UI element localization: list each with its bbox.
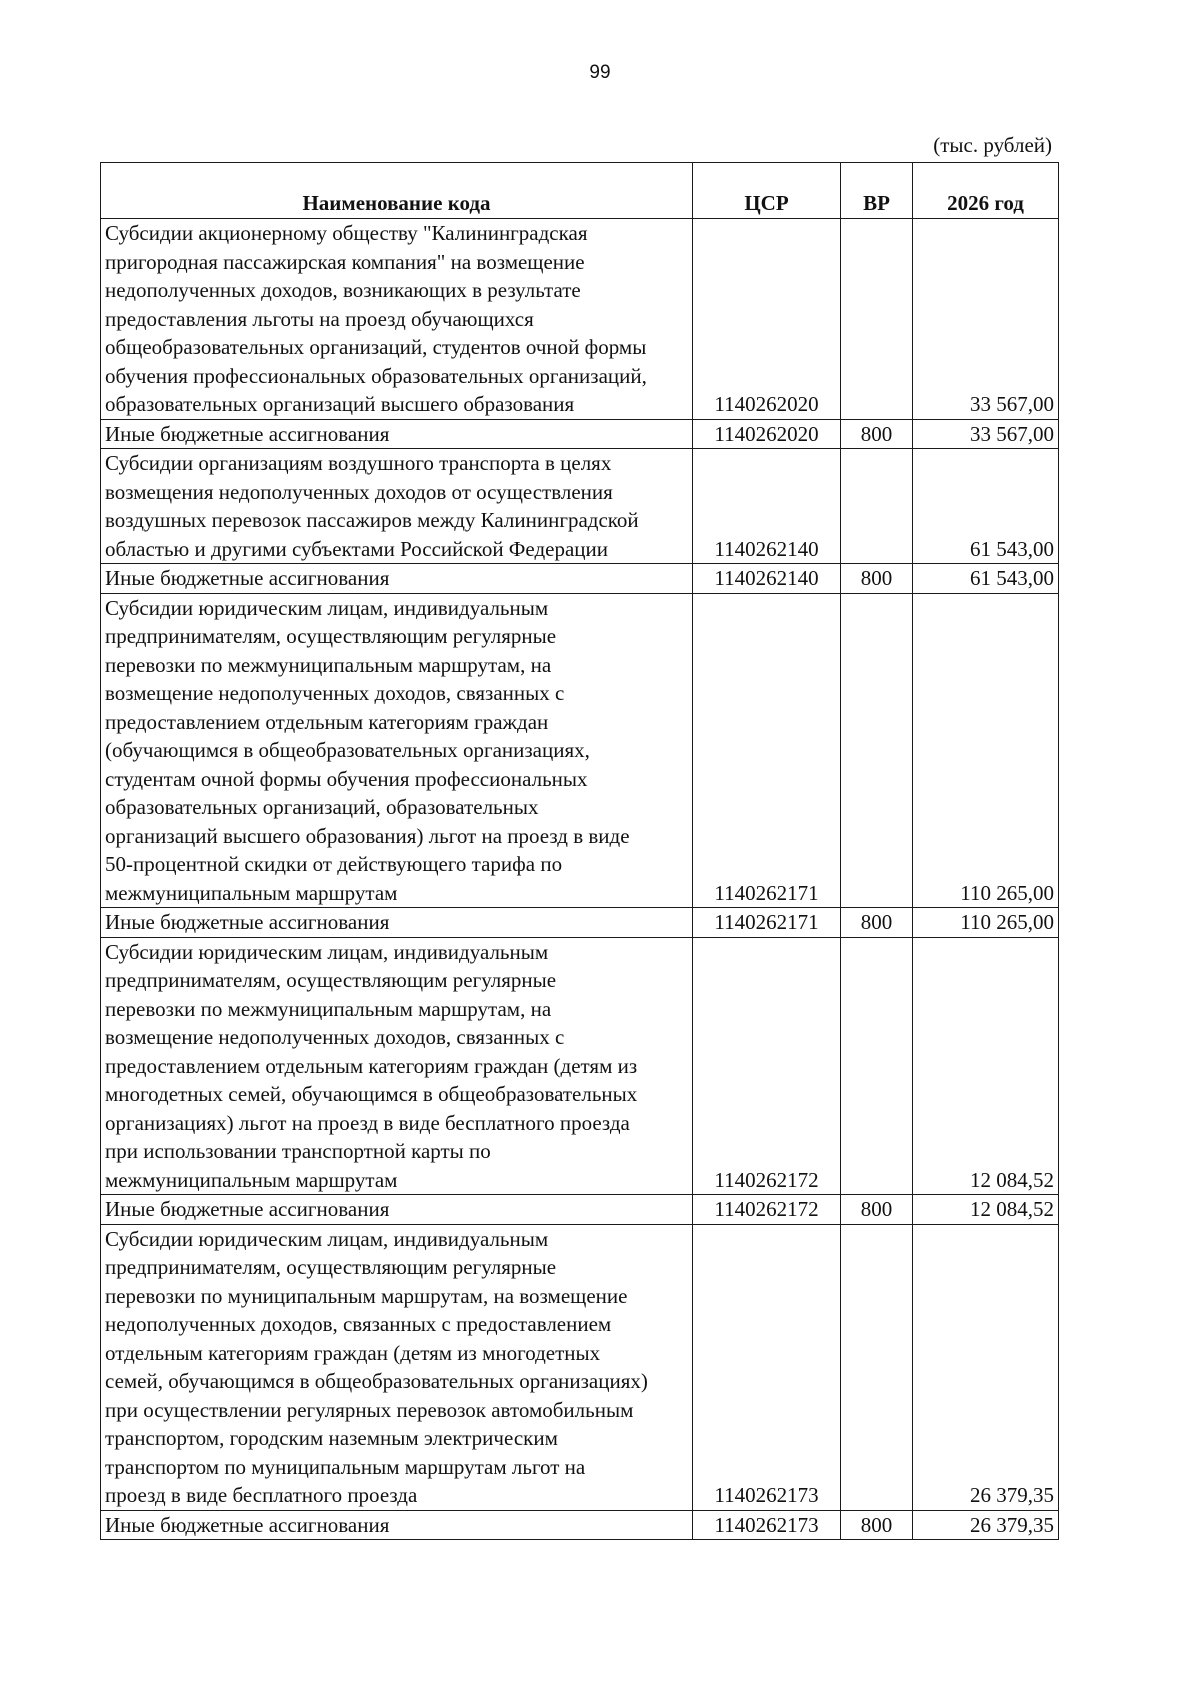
table-row [101, 1510, 1059, 1540]
row-name-line: Субсидии юридическим лицам, индивидуальным [105, 1226, 549, 1251]
row-vr [841, 449, 913, 564]
row-name [101, 593, 693, 908]
row-name-line: предоставлением отдельным категориям граждан (детям из [105, 1053, 638, 1078]
row-sum: 110 265,00 [913, 593, 1059, 908]
row-name-line: воздушных перевозок пассажиров между Калининградской [105, 508, 639, 532]
row-name-line: 50-процентной скидки от действующего тарифа по [105, 852, 563, 876]
table-row [101, 593, 1059, 908]
row-sum: 33 567,00 [913, 419, 1059, 449]
row-csr: 1140262020 [693, 419, 841, 449]
row-name [101, 1224, 693, 1510]
row-name-line: транспортом по муниципальным маршрутам льгот на [105, 1454, 586, 1479]
row-name [101, 1195, 693, 1225]
row-name-line: образовательных организаций, образовательных [105, 795, 539, 819]
row-name-line: возмещение недополученных доходов, связанных с [105, 1025, 565, 1049]
row-csr: 1140262140 [693, 449, 841, 564]
row-sum: 26 379,35 [913, 1224, 1059, 1510]
row-name-line: (обучающимся в общеобразовательных организациях, [105, 738, 590, 762]
row-name-line: Иные бюджетные ассигнования [105, 566, 390, 590]
row-name [101, 937, 693, 1195]
row-name-line: перевозки по муниципальным маршрутам, на возмещение [105, 1283, 628, 1308]
row-name [101, 564, 693, 594]
header-vr: ВР [841, 163, 913, 219]
row-vr [841, 219, 913, 420]
row-name-line: межмуниципальным маршрутам [105, 880, 398, 905]
row-name-line: студентам очной формы обучения профессиональных [105, 766, 588, 791]
row-name [101, 908, 693, 938]
row-sum: 26 379,35 [913, 1510, 1059, 1540]
row-sum: 33 567,00 [913, 219, 1059, 420]
table-row [101, 1195, 1059, 1225]
table-row [101, 564, 1059, 594]
table-row [101, 419, 1059, 449]
header-csr: ЦСР [693, 163, 841, 219]
row-name-line: организаций высшего образования) льгот на проезд в виде [105, 823, 630, 848]
row-name [101, 419, 693, 449]
row-name-line: Иные бюджетные ассигнования [105, 1512, 390, 1537]
row-csr: 1140262172 [693, 1195, 841, 1225]
row-name-line: перевозки по межмуниципальным маршрутам, на [105, 996, 552, 1021]
units-label: (тыс. рублей) [933, 133, 1052, 157]
table-row [101, 908, 1059, 938]
header-name: Наименование кода [101, 163, 693, 219]
row-name-line: областью и другими субъектами Российской Федерации [105, 536, 608, 561]
row-name-line: при осуществлении регулярных перевозок автомобильным [105, 1397, 634, 1422]
row-name-line: организациях) льгот на проезд в виде бесплатного проезда [105, 1110, 630, 1135]
row-name-line: возмещение недополученных доходов, связанных с [105, 681, 565, 705]
row-name-line: предпринимателям, осуществляющим регулярные [105, 624, 557, 648]
row-name-line: образовательных организаций высшего образования [105, 392, 575, 416]
row-csr: 1140262173 [693, 1224, 841, 1510]
row-name-line: предпринимателям, осуществляющим регулярные [105, 1255, 557, 1279]
row-name-line: общеобразовательных организаций, студентов очной формы [105, 335, 647, 359]
row-vr: 800 [841, 419, 913, 449]
row-name [101, 1510, 693, 1540]
table-row [101, 219, 1059, 420]
row-sum: 110 265,00 [913, 908, 1059, 938]
row-csr: 1140262173 [693, 1510, 841, 1540]
row-sum: 61 543,00 [913, 564, 1059, 594]
row-vr [841, 1224, 913, 1510]
row-vr: 800 [841, 1510, 913, 1540]
header-row [101, 163, 1059, 219]
row-name-line: отдельным категориям граждан (детям из многодетных [105, 1340, 601, 1365]
row-csr: 1140262140 [693, 564, 841, 594]
row-vr: 800 [841, 908, 913, 938]
row-name-line: недополученных доходов, связанных с предоставлением [105, 1312, 612, 1336]
row-vr [841, 593, 913, 908]
row-name-line: Субсидии организациям воздушного транспорта в целях [105, 451, 612, 475]
table-body [101, 219, 1059, 1540]
header-year: 2026 год [913, 163, 1059, 219]
row-name-line: Иные бюджетные ассигнования [105, 421, 390, 446]
row-name-line: Иные бюджетные ассигнования [105, 910, 390, 934]
page-number: 99 [589, 62, 611, 83]
row-name-line: многодетных семей, обучающимся в общеобразовательных [105, 1082, 638, 1106]
row-name-line: проезд в виде бесплатного проезда [105, 1483, 418, 1507]
row-name-line: межмуниципальным маршрутам [105, 1167, 398, 1192]
row-csr: 1140262171 [693, 593, 841, 908]
row-sum: 61 543,00 [913, 449, 1059, 564]
row-name-line: Иные бюджетные ассигнования [105, 1197, 390, 1221]
row-name-line: транспортом, городским наземным электрическим [105, 1426, 558, 1450]
row-sum: 12 084,52 [913, 937, 1059, 1195]
row-name-line: возмещения недополученных доходов от осуществления [105, 479, 613, 504]
row-name-line: при использовании транспортной карты по [105, 1139, 491, 1163]
table-row [101, 937, 1059, 1195]
row-name-line: недополученных доходов, возникающих в результате [105, 278, 581, 302]
row-vr: 800 [841, 564, 913, 594]
row-vr: 800 [841, 1195, 913, 1225]
row-sum: 12 084,52 [913, 1195, 1059, 1225]
row-name [101, 449, 693, 564]
row-name-line: предпринимателям, осуществляющим регулярные [105, 968, 557, 992]
row-name-line: перевозки по межмуниципальным маршрутам, на [105, 652, 552, 677]
row-name-line: пригородная пассажирская компания" на возмещение [105, 249, 585, 274]
table-row [101, 1224, 1059, 1510]
row-name-line: Субсидии юридическим лицам, индивидуальным [105, 595, 549, 620]
table-row [101, 449, 1059, 564]
row-name-line: Субсидии акционерному обществу "Калининградская [105, 221, 588, 245]
row-name-line: предоставлением отдельным категориям граждан [105, 709, 549, 734]
row-name-line: обучения профессиональных образовательных организаций, [105, 363, 647, 388]
row-name [101, 219, 693, 420]
row-name-line: Субсидии юридическим лицам, индивидуальным [105, 939, 549, 964]
row-name-line: предоставления льготы на проезд обучающихся [105, 306, 534, 331]
row-csr: 1140262020 [693, 219, 841, 420]
row-name-line: семей, обучающимся в общеобразовательных организациях) [105, 1369, 648, 1393]
row-csr: 1140262172 [693, 937, 841, 1195]
row-csr: 1140262171 [693, 908, 841, 938]
row-vr [841, 937, 913, 1195]
budget-table [100, 162, 1059, 1540]
